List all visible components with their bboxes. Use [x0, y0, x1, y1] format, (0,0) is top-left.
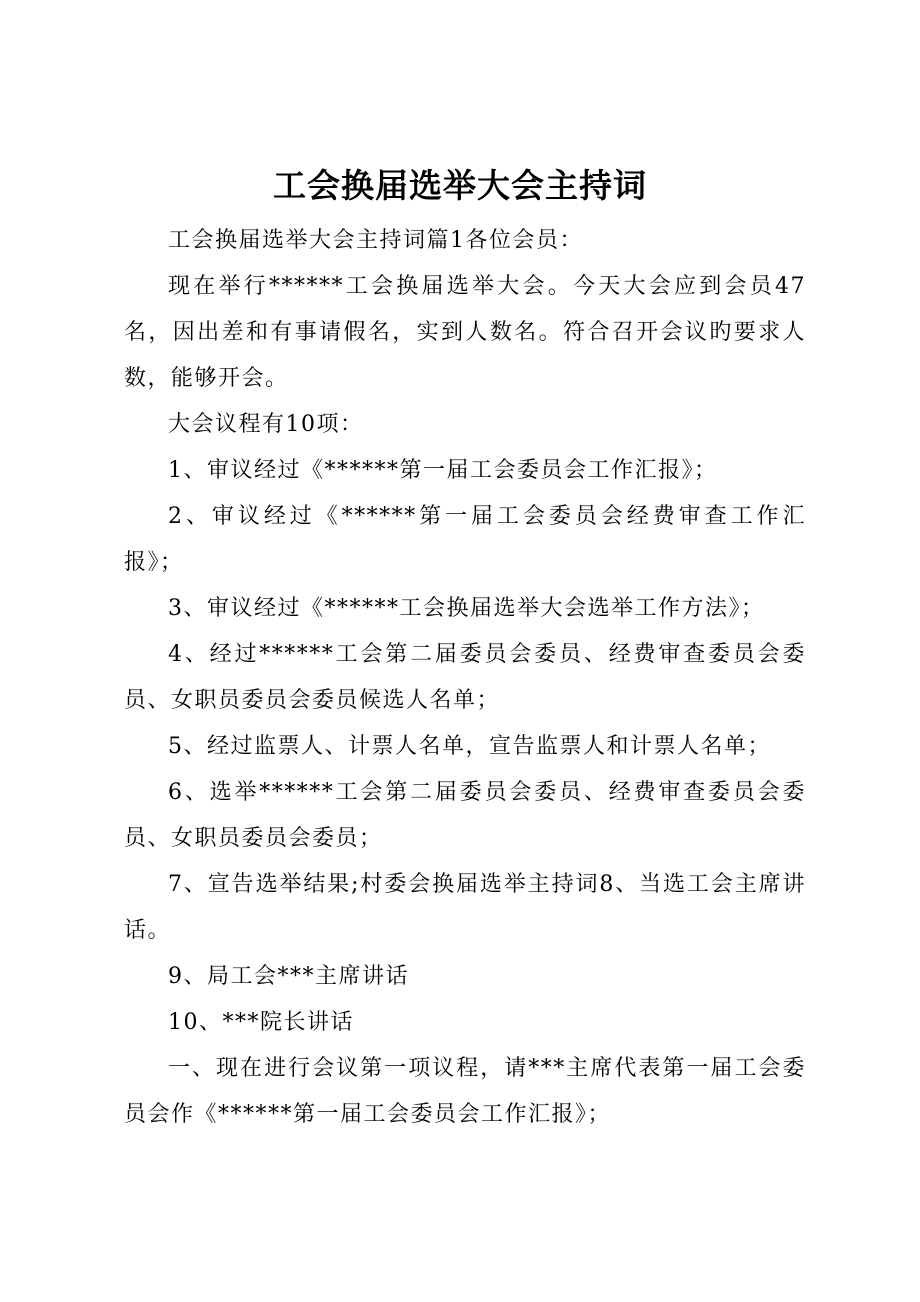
agenda-item-5: 5、经过监票人、计票人名单，宣告监票人和计票人名单；: [168, 734, 771, 759]
agenda-item-2: 2、审议经过《******第一届工会委员会经费审查工作汇报》；: [124, 504, 806, 575]
agenda-item-7-8: 7、宣告选举结果;村委会换届选举主持词8、当选工会主席讲话。: [124, 872, 806, 943]
document-body: [124, 218, 806, 1138]
paragraph-intro: 工会换届选举大会主持词篇1各位会员：: [168, 228, 583, 253]
agenda-item-10: 10、***院长讲话: [168, 1010, 354, 1035]
agenda-item-4: 4、经过******工会第二届委员会委员、经费审查委员会委员、女职员委员会委员候选人名单；: [124, 642, 806, 713]
paragraph-agenda-heading: 大会议程有10项：: [168, 412, 364, 437]
paragraph-opening: 现在举行******工会换届选举大会。今天大会应到会员47名，因出差和有事请假名，实到人数名。符合召开会议旳要求人数，能够开会。: [124, 274, 806, 391]
agenda-item-6: 6、选举******工会第二届委员会委员、经费审查委员会委员、女职员委员会委员；: [124, 780, 806, 851]
agenda-item-9: 9、局工会***主席讲话: [168, 964, 409, 989]
agenda-item-3: 3、审议经过《******工会换届选举大会选举工作方法》；: [168, 596, 765, 621]
document-title: 工会换届选举大会主持词: [273, 166, 647, 205]
agenda-item-1: 1、审议经过《******第一届工会委员会工作汇报》；: [168, 458, 718, 483]
paragraph-first-item: 一、现在进行会议第一项议程，请***主席代表第一届工会委员会作《******第一届工会委员会工作汇报》；: [124, 1056, 806, 1127]
